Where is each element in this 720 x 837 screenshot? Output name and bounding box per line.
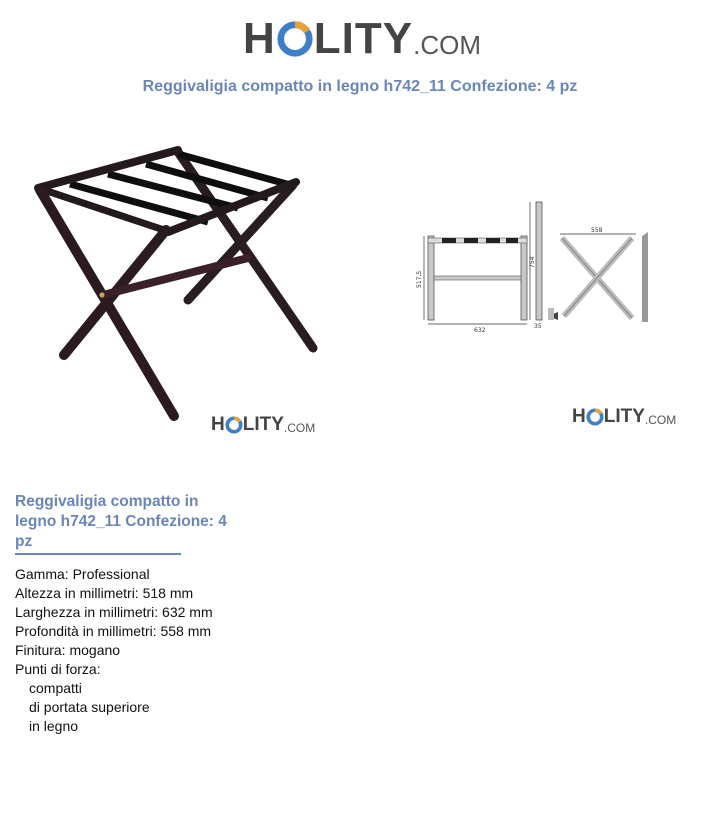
spec-strengths-heading: Punti di forza: — [15, 661, 101, 677]
luggage-rack-photo[interactable] — [28, 140, 328, 430]
logo-letter-h: H — [243, 14, 276, 63]
width-label: 632 — [474, 327, 486, 334]
logo-letter-h: H — [211, 414, 225, 435]
logo-ring-icon — [225, 416, 243, 434]
spec-list — [15, 565, 213, 736]
spec-height: Altezza in millimetri: 518 mm — [15, 585, 194, 601]
strength-item: compatti — [29, 680, 82, 696]
logo-ring-icon — [276, 20, 314, 58]
logo-suffix: .COM — [283, 420, 316, 435]
page-title: Reggivaligia compatto in legno h742_11 Confezione: 4 pz — [142, 78, 578, 95]
spec-depth: Profondità in millimetri: 558 mm — [15, 623, 212, 639]
logo-suffix: .COM — [644, 412, 677, 427]
total-height-label: 754 — [529, 256, 536, 268]
logo-suffix: .COM — [413, 29, 481, 60]
technical-drawing[interactable] — [414, 196, 694, 336]
section-divider — [15, 553, 181, 555]
section-title: Reggivaligia compatto in legno h742_11 Confezione: 4 pz — [15, 493, 227, 550]
logo-letters-lity: LITY — [242, 414, 284, 435]
logo-letters-lity: LITY — [603, 406, 645, 427]
spec-finish: Finitura: mogano — [15, 642, 121, 658]
logo-letters-lity: LITY — [313, 14, 414, 63]
strength-item: in legno — [29, 718, 79, 734]
thickness-label: 35 — [534, 323, 542, 330]
spec-width: Larghezza in millimetri: 632 mm — [15, 604, 213, 620]
height-label: 517,5 — [416, 270, 423, 288]
holity-logo-small — [211, 414, 315, 436]
strength-item: di portata superiore — [29, 699, 150, 715]
logo-letter-h: H — [572, 406, 586, 427]
depth-label: 558 — [591, 227, 603, 234]
logo-ring-icon — [586, 408, 604, 426]
holity-logo-small — [572, 406, 676, 428]
holity-logo[interactable] — [243, 14, 481, 64]
spec-range: Gamma: Professional — [15, 566, 150, 582]
